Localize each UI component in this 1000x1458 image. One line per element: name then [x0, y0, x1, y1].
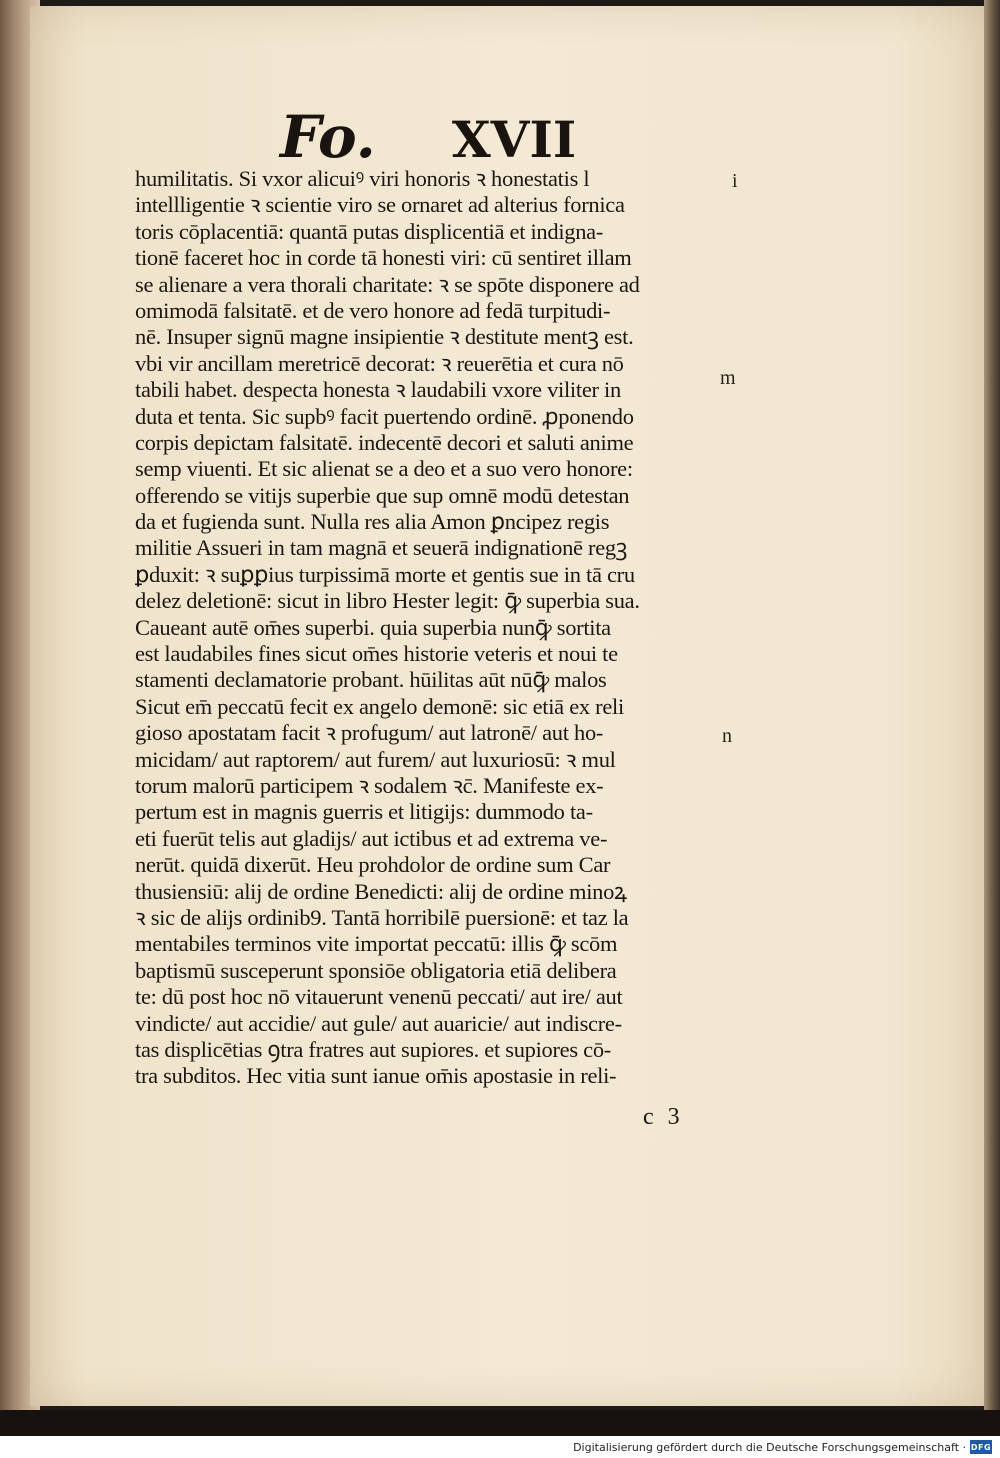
- footer-credit: Digitalisierung gefördert durch die Deutsche Forschungsgemeinschaft ·: [573, 1440, 966, 1454]
- text-line: mentabiles terminos vite importat peccatū: illis ꝙ̄ scōm: [135, 931, 618, 957]
- text-line: nē. Insuper signū magne insipientie ꝛ destitute mentꝫ est.: [135, 324, 634, 350]
- footer-bar: [0, 1436, 1000, 1458]
- text-line: est laudabiles fines sicut om̄es historie veteris et noui te: [135, 641, 618, 667]
- text-line: militie Assueri in tam magnā et seuerā indignationē regꝫ: [135, 535, 628, 561]
- text-line: baptismū susceperunt sponsiōe obligatoria etiā delibera: [135, 957, 617, 983]
- text-line: gioso apostatam facit ꝛ profugum/ aut latronē/ aut ho-: [135, 720, 604, 746]
- text-line: tas displicētias ꝯtra fratres aut supiores. et supiores cō-: [135, 1036, 611, 1062]
- text-line: eti fuerūt telis aut gladijs/ aut ictibus et ad extrema ve-: [135, 825, 608, 851]
- text-line: omimodā falsitatē. et de vero honore ad fedā turpitudi-: [135, 297, 611, 323]
- dfg-logo-icon: DFG: [970, 1440, 992, 1454]
- text-line: thusiensiū: alij de ordine Benedicti: alij de ordine minoꝝ: [135, 878, 627, 904]
- signature-mark: c 3: [643, 1104, 684, 1130]
- body-text: [135, 166, 715, 1090]
- text-line: stamenti declamatorie probant. hūilitas aūt nūꝙ̄ malos: [135, 667, 607, 693]
- text-line: vindicte/ aut accidie/ aut gule/ aut auaricie/ aut indiscre-: [135, 1010, 622, 1036]
- text-line: se alienare a vera thorali charitate: ꝛ se spōte disponere ad: [135, 271, 640, 297]
- text-line: Sicut em̄ peccatū fecit ex angelo demonē: sic etiā ex reli: [135, 693, 624, 719]
- text-line: delez deletionē: sicut in libro Hester legit: ꝙ̄ superbia sua.: [135, 588, 640, 614]
- folio-header: [280, 103, 640, 171]
- text-line: micidam/ aut raptorem/ aut furem/ aut luxuriosū: ꝛ mul: [135, 746, 616, 772]
- folio-number: XVII: [451, 110, 577, 169]
- text-line: intellligentie ꝛ scientie viro se ornaret ad alterius fornica: [135, 192, 625, 218]
- text-line: tabili habet. despecta honesta ꝛ laudabili vxore viliter in: [135, 377, 621, 403]
- text-line: da et fugienda sunt. Nulla res alia Amon ꝑncipez regis: [135, 509, 610, 535]
- text-line: Caueant autē om̄es superbi. quia superbia nunꝙ̄ sortita: [135, 614, 611, 640]
- text-line: semp viuenti. Et sic alienat se a deo et a suo vero honore:: [135, 456, 633, 482]
- text-line: nerūt. quidā dixerūt. Heu prohdolor de ordine sum Car: [135, 852, 611, 878]
- text-line: corpis depictam falsitatē. indecentē decori et saluti anime: [135, 429, 634, 455]
- folio-prefix: Fo.: [280, 103, 376, 171]
- text-line: tra subditos. Hec vitia sunt ianue om̄is apostasie in reli-: [135, 1063, 617, 1089]
- text-line: offerendo se vitijs superbie que sup omnē modū detestan: [135, 482, 630, 508]
- margin-note-i: i: [732, 170, 738, 192]
- text-line: humilitatis. Si vxor alicuiꝰ viri honoris ꝛ honestatis l: [135, 166, 590, 191]
- text-line: torum malorū participem ꝛ sodalem ꝛc̄. Manifeste ex-: [135, 772, 604, 798]
- text-line: pertum est in magnis guerris et litigijs: dummodo ta-: [135, 799, 593, 825]
- text-line: duta et tenta. Sic supbꝰ facit puertendo ordinē. ꝓponendo: [135, 403, 634, 429]
- text-line: toris cōplacentiā: quantā putas displicentiā et indigna-: [135, 218, 604, 244]
- text-line: ꝑduxit: ꝛ suꝑꝑius turpissimā morte et gentis sue in tā cru: [135, 561, 635, 587]
- scan-bottom-border: [0, 1410, 1000, 1436]
- margin-note-n: n: [722, 725, 732, 747]
- text-line: te: dū post hoc nō vitauerunt venenū peccati/ aut ire/ aut: [135, 984, 623, 1010]
- text-line: tionē faceret hoc in corde tā honesti viri: cū sentiret illam: [135, 245, 632, 271]
- margin-note-m: m: [720, 367, 736, 389]
- text-line: vbi vir ancillam meretricē decorat: ꝛ reuerētia et cura nō: [135, 350, 624, 376]
- right-page-edge: [984, 0, 1000, 1410]
- text-line: ꝛ sic de alijs ordinib9. Tantā horribilē puersionē: et taz la: [135, 904, 629, 930]
